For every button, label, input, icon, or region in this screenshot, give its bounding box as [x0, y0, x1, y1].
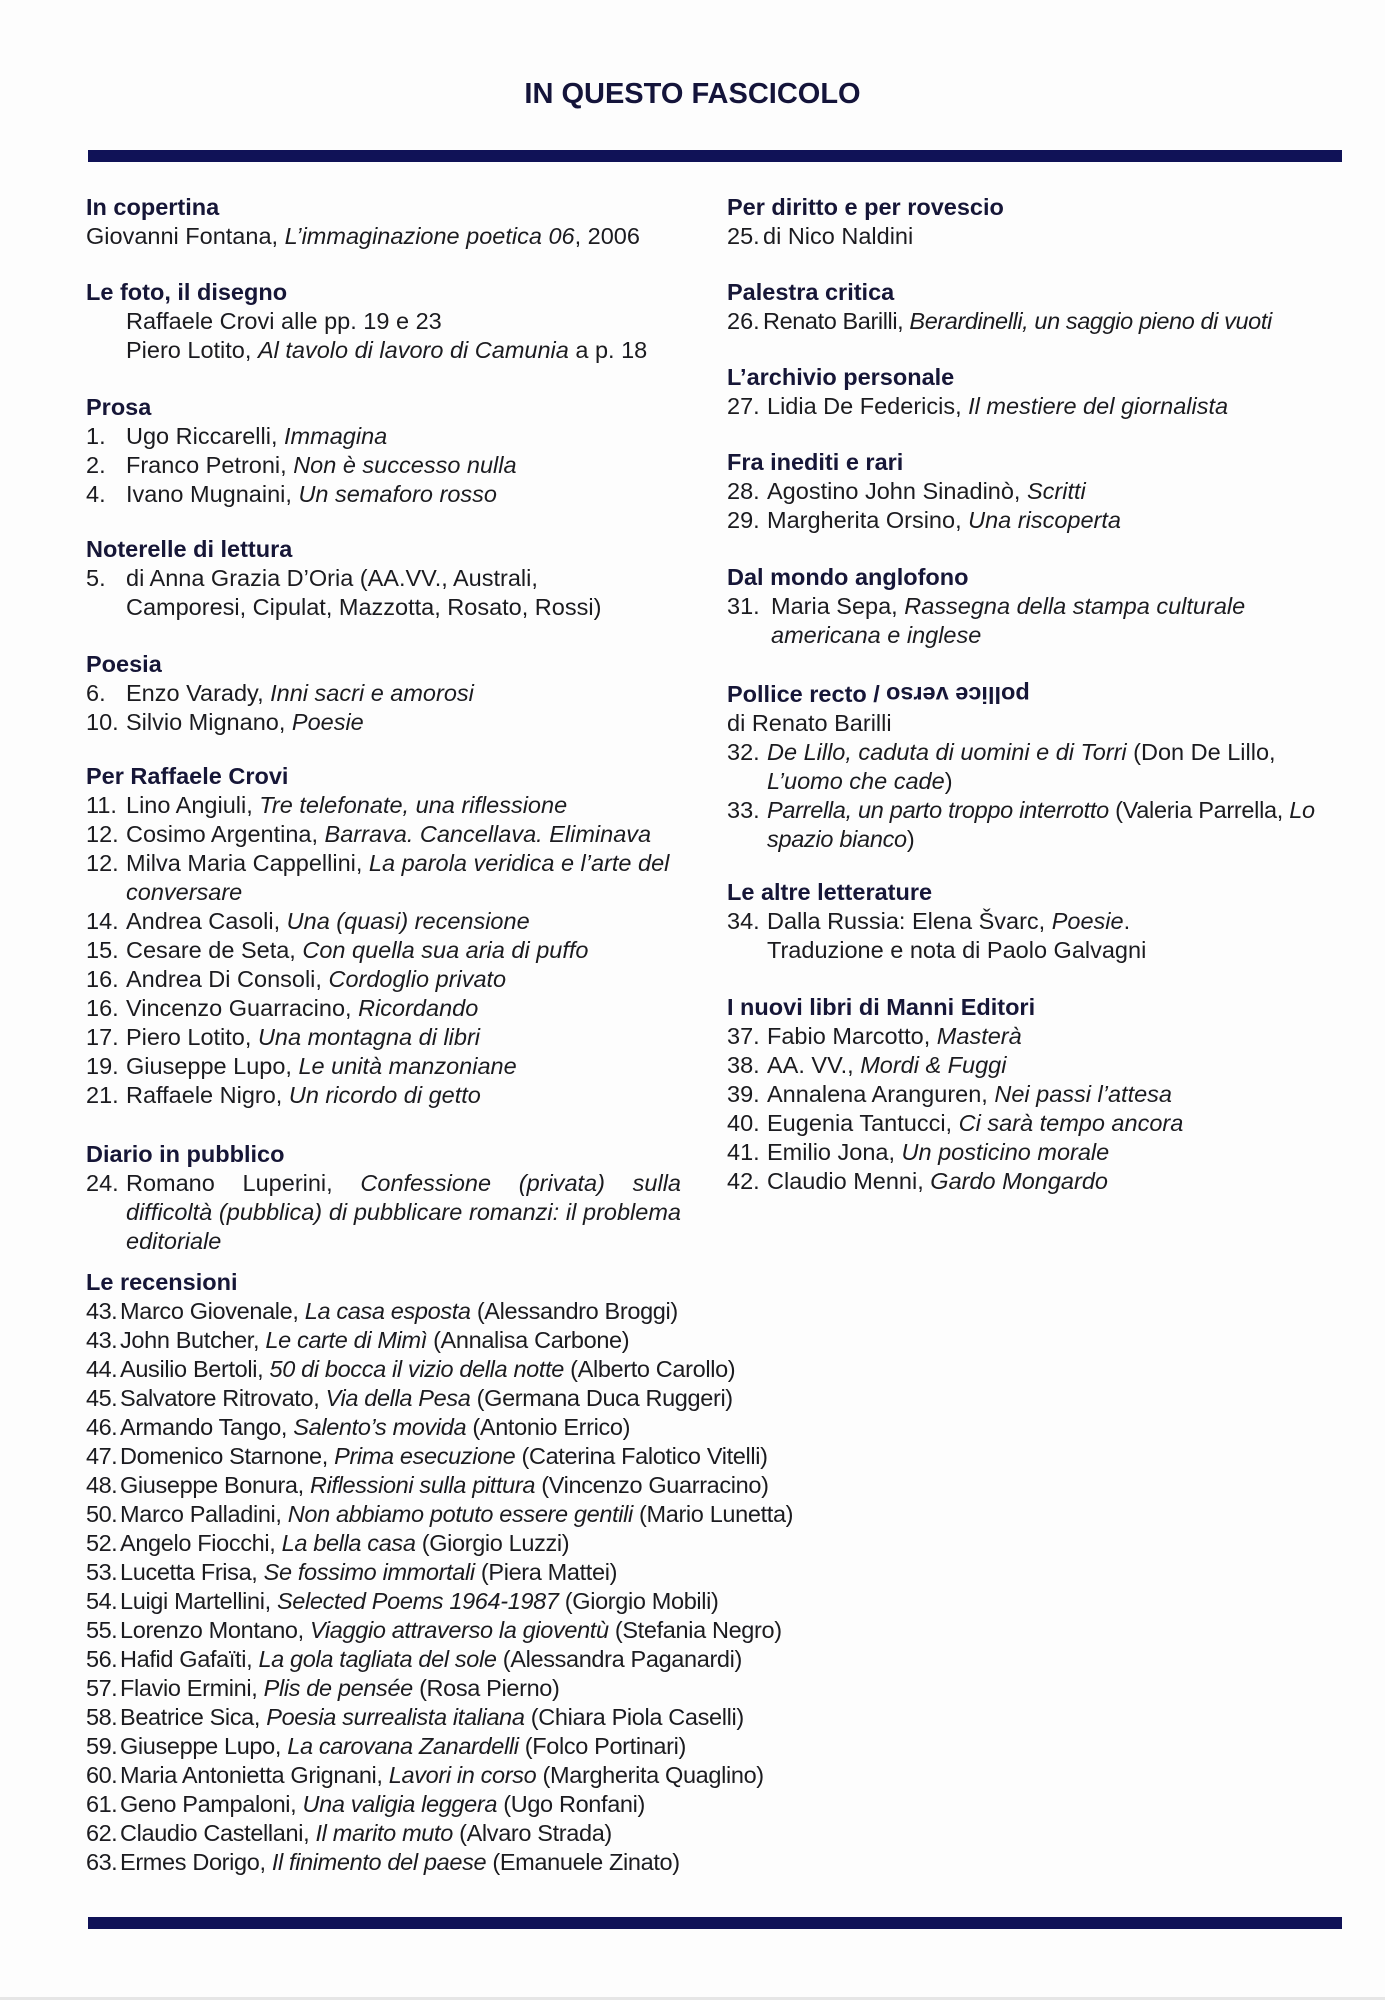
section-le-recensioni	[86, 1268, 1086, 1877]
review-item[interactable]	[86, 1413, 1086, 1442]
page-number: 41.	[727, 1139, 760, 1165]
list-item[interactable]: 40. Eugenia Tantucci, Ci sarà tempo ancora	[727, 1110, 1184, 1136]
review-author: Salvatore Ritrovato,	[120, 1385, 326, 1411]
page-number: 33.	[727, 797, 760, 823]
page-number: 46.	[86, 1414, 118, 1440]
review-item[interactable]	[86, 1326, 1086, 1355]
section-noterelle-di-lettura	[86, 535, 686, 622]
list-item[interactable]: 5. di Anna Grazia D’Oria (AA.VV., Australi, Camporesi, Cipulat, Mazzotta, Rosato, Rossi)	[86, 565, 602, 620]
reviewer: (Giorgio Luzzi)	[415, 1530, 570, 1556]
review-work: Il finimento del paese	[271, 1849, 487, 1875]
list-item[interactable]: Giovanni Fontana, L’immaginazione poetica 06, 2006	[86, 223, 640, 249]
section-archivio-personale	[727, 363, 1347, 421]
review-author: Giuseppe Bonura,	[120, 1472, 311, 1498]
reviewer: (Germana Duca Ruggeri)	[470, 1385, 733, 1411]
review-work: La gola tagliata del sole	[258, 1646, 497, 1672]
page-number: 10.	[86, 709, 119, 735]
review-item[interactable]	[86, 1703, 1086, 1732]
review-work: La bella casa	[281, 1530, 416, 1556]
page-number: 32.	[727, 739, 760, 765]
list-item[interactable]: 34. Dalla Russia: Elena Švarc, Poesie. Traduzione e nota di Paolo Galvagni	[727, 908, 1147, 963]
page-number: 47.	[86, 1443, 118, 1469]
reviewer: (Alessandro Broggi)	[470, 1298, 678, 1324]
section-dal-mondo-anglofono	[727, 563, 1347, 650]
section-pollice-recto-pollice-verso	[727, 680, 1347, 854]
list-item[interactable]: 41. Emilio Jona, Un posticino morale	[727, 1139, 1110, 1165]
review-author: Luigi Martellini,	[120, 1588, 277, 1614]
reviewer: (Stefania Negro)	[608, 1617, 782, 1643]
page-number: 1.	[86, 423, 106, 449]
review-item[interactable]	[86, 1819, 1086, 1848]
page-number: 45.	[86, 1385, 118, 1411]
section-heading: I nuovi libri di Manni Editori	[727, 994, 1036, 1020]
list-item[interactable]: 12. Milva Maria Cappellini, La parola veridica e l’arte del conversare	[86, 850, 670, 905]
page-number: 11.	[86, 792, 117, 818]
page-number: 27.	[727, 393, 760, 419]
section-heading: Palestra critica	[727, 279, 895, 305]
review-work: Una valigia leggera	[302, 1791, 498, 1817]
list-item[interactable]: 19. Giuseppe Lupo, Le unità manzoniane	[86, 1053, 517, 1079]
section-heading: Poesia	[86, 651, 162, 677]
section-heading: In copertina	[86, 194, 220, 220]
page-number: 42.	[727, 1168, 760, 1194]
review-author: Claudio Castellani,	[120, 1820, 316, 1846]
section-diario-in-pubblico	[86, 1140, 686, 1256]
list-item[interactable]: 1. Ugo Riccarelli, Immagina	[86, 423, 388, 449]
reviewer: (Emanuele Zinato)	[486, 1849, 680, 1875]
review-item[interactable]	[86, 1761, 1086, 1790]
list-item[interactable]: 14. Andrea Casoli, Una (quasi) recensione	[86, 908, 530, 934]
list-item[interactable]: 42. Claudio Menni, Gardo Mongardo	[727, 1168, 1108, 1194]
list-item[interactable]: 17. Piero Lotito, Una montagna di libri	[86, 1024, 481, 1050]
section-in-copertina	[86, 193, 686, 251]
list-item[interactable]: 31. Maria Sepa, Rassegna della stampa culturale americana e inglese	[727, 593, 1246, 648]
list-item[interactable]: 24. Romano Luperini, Confessione (privata) sulla difficoltà (pubblica) di pubblicare romanzi: il problema editoriale	[86, 1170, 681, 1254]
list-item[interactable]: 15. Cesare de Seta, Con quella sua aria di puffo	[86, 937, 589, 963]
reviewer: (Folco Portinari)	[518, 1733, 686, 1759]
list-item[interactable]: 33. Parrella, un parto troppo interrotto (Valeria Parrella, Lo spazio bianco)	[727, 797, 1315, 852]
review-item[interactable]	[86, 1355, 1086, 1384]
section-per-diritto-e-per-rovescio	[727, 193, 1347, 251]
reviewer: (Annalisa Carbone)	[426, 1327, 630, 1353]
review-item[interactable]	[86, 1848, 1086, 1877]
review-work: Prima esecuzione	[334, 1443, 516, 1469]
review-item[interactable]	[86, 1790, 1086, 1819]
page-number: 55.	[86, 1617, 118, 1643]
page-number: 5.	[86, 565, 106, 591]
review-work: Poesia surrealista italiana	[266, 1704, 525, 1730]
review-work: Non abbiamo potuto essere gentili	[287, 1501, 633, 1527]
page-number: 24.	[86, 1170, 119, 1196]
page-number: 12.	[86, 850, 119, 876]
page-number: 16.	[86, 966, 119, 992]
section-le-foto-il-disegno	[86, 278, 686, 365]
page-number: 59.	[86, 1733, 118, 1759]
list-item[interactable]: 4. Ivano Mugnaini, Un semaforo rosso	[86, 481, 497, 507]
review-author: John Butcher,	[120, 1327, 266, 1353]
list-item[interactable]: 27. Lidia De Federicis, Il mestiere del giornalista	[727, 393, 1229, 419]
page-number: 21.	[86, 1082, 119, 1108]
list-item[interactable]: 39. Annalena Aranguren, Nei passi l’attesa	[727, 1081, 1172, 1107]
review-item[interactable]	[86, 1616, 1086, 1645]
page-number: 15.	[86, 937, 119, 963]
review-author: Domenico Starnone,	[120, 1443, 335, 1469]
review-work: Via della Pesa	[325, 1385, 471, 1411]
page-number: 38.	[727, 1052, 760, 1078]
list-item[interactable]: 28. Agostino John Sinadinò, Scritti	[727, 478, 1086, 504]
review-work: Le carte di Mimì	[265, 1327, 427, 1353]
list-item[interactable]: 25. di Nico Naldini	[727, 223, 914, 249]
review-item[interactable]	[86, 1471, 1086, 1500]
list-item[interactable]: 16. Vincenzo Guarracino, Ricordando	[86, 995, 479, 1021]
section-heading: Fra inediti e rari	[727, 449, 904, 475]
review-work: Plis de pensée	[263, 1675, 413, 1701]
reviewer: (Caterina Falotico Vitelli)	[515, 1443, 768, 1469]
reviewer: (Ugo Ronfani)	[497, 1791, 645, 1817]
reviewer: (Giorgio Mobili)	[558, 1588, 719, 1614]
page-number: 43.	[86, 1298, 118, 1324]
list-item[interactable]: 29. Margherita Orsino, Una riscoperta	[727, 507, 1121, 533]
page-number: 14.	[86, 908, 119, 934]
review-work: La carovana Zanardelli	[287, 1733, 519, 1759]
page-number: 56.	[86, 1646, 118, 1672]
section-heading: Noterelle di lettura	[86, 536, 293, 562]
list-item[interactable]: 12. Cosimo Argentina, Barrava. Cancellava. Eliminava	[86, 821, 652, 847]
list-item[interactable]: 6. Enzo Varady, Inni sacri e amorosi	[86, 680, 474, 706]
page-number: 40.	[727, 1110, 760, 1136]
reviewer: (Chiara Piola Caselli)	[524, 1704, 744, 1730]
page-number: 44.	[86, 1356, 118, 1382]
review-item[interactable]	[86, 1297, 1086, 1326]
page-number: 53.	[86, 1559, 118, 1585]
page-number: 17.	[86, 1024, 119, 1050]
page-number: 54.	[86, 1588, 118, 1614]
review-item[interactable]	[86, 1529, 1086, 1558]
page-number: 4.	[86, 481, 106, 507]
review-author: Geno Pampaloni,	[120, 1791, 303, 1817]
review-work: Se fossimo immortali	[263, 1559, 475, 1585]
page-number: 2.	[86, 452, 106, 478]
page-title: IN QUESTO FASCICOLO	[524, 78, 861, 110]
reviewer: (Margherita Quaglino)	[536, 1762, 764, 1788]
page-number: 16.	[86, 995, 119, 1021]
page-number: 52.	[86, 1530, 118, 1556]
review-author: Maria Antonietta Grignani,	[120, 1762, 389, 1788]
review-work: Salento’s movida	[293, 1414, 467, 1440]
list-item[interactable]: 11. Lino Angiuli, Tre telefonate, una riflessione	[86, 792, 568, 818]
reviewer: (Rosa Pierno)	[412, 1675, 560, 1701]
review-author: Marco Giovenale,	[120, 1298, 305, 1324]
list-item[interactable]: 32. De Lillo, caduta di uomini e di Torri (Don De Lillo, L’uomo che cade)	[727, 739, 1276, 794]
section-heading: Diario in pubblico	[86, 1141, 285, 1167]
review-author: Beatrice Sica,	[120, 1704, 267, 1730]
page-number: 61.	[86, 1791, 118, 1817]
review-author: Flavio Ermini,	[120, 1675, 264, 1701]
section-fra-inediti-e-rari	[727, 448, 1347, 535]
reviewer: (Alvaro Strada)	[452, 1820, 612, 1846]
reviews-list	[86, 1297, 1086, 1877]
review-work: Selected Poems 1964-1987	[276, 1588, 559, 1614]
list-item[interactable]: 38. AA. VV., Mordi & Fuggi	[727, 1052, 1007, 1078]
review-author: Lucetta Frisa,	[120, 1559, 264, 1585]
reviewer: (Alessandra Paganardi)	[496, 1646, 742, 1672]
review-author: Angelo Fiocchi,	[120, 1530, 282, 1556]
section-heading: Le altre letterature	[727, 879, 933, 905]
page-number: 19.	[86, 1053, 119, 1079]
page-number: 57.	[86, 1675, 118, 1701]
section-prosa	[86, 393, 686, 509]
section-le-altre-letterature	[727, 878, 1347, 965]
list-item[interactable]: 10. Silvio Mignano, Poesie	[86, 709, 364, 735]
review-item[interactable]	[86, 1674, 1086, 1703]
review-author: Giuseppe Lupo,	[120, 1733, 288, 1759]
footer-divider	[88, 1917, 1342, 1929]
section-poesia	[86, 650, 686, 737]
review-work: Viaggio attraverso la gioventù	[310, 1617, 609, 1643]
review-item[interactable]	[86, 1384, 1086, 1413]
reviewer: (Vincenzo Guarracino)	[535, 1472, 769, 1498]
list-item[interactable]: Piero Lotito, Al tavolo di lavoro di Camunia a p. 18	[126, 337, 648, 363]
section-heading: Le recensioni	[86, 1269, 238, 1295]
page-number: 48.	[86, 1472, 118, 1498]
page-number: 50.	[86, 1501, 118, 1527]
page-number: 29.	[727, 507, 760, 533]
list-item[interactable]: 37. Fabio Marcotto, Masterà	[727, 1023, 1022, 1049]
review-item[interactable]	[86, 1645, 1086, 1674]
list-item[interactable]: 16. Andrea Di Consoli, Cordoglio privato	[86, 966, 507, 992]
page-number: 58.	[86, 1704, 118, 1730]
page-number: 43.	[86, 1327, 118, 1353]
review-work: Il marito muto	[315, 1820, 453, 1846]
page-number: 26.	[727, 308, 760, 334]
header-divider	[88, 150, 1342, 162]
section-heading: L’archivio personale	[727, 364, 955, 390]
page-number: 31.	[727, 593, 760, 619]
page-number: 25.	[727, 223, 760, 249]
review-author: Ausilio Bertoli,	[120, 1356, 270, 1382]
section-heading: Prosa	[86, 394, 152, 420]
section-nuovi-libri-manni	[727, 993, 1347, 1196]
page-number: 37.	[727, 1023, 760, 1049]
reviewer: (Piera Mattei)	[474, 1559, 618, 1585]
page-number: 28.	[727, 478, 760, 504]
review-item[interactable]	[86, 1587, 1086, 1616]
page-number: 12.	[86, 821, 119, 847]
review-item[interactable]	[86, 1442, 1086, 1471]
section-heading: Le foto, il disegno	[86, 279, 288, 305]
reviewer: (Mario Lunetta)	[632, 1501, 794, 1527]
list-item[interactable]: 21. Raffaele Nigro, Un ricordo di getto	[86, 1082, 481, 1108]
reviewer: (Antonio Errico)	[466, 1414, 631, 1440]
review-work: 50 di bocca il vizio della notte	[269, 1356, 564, 1382]
review-author: Ermes Dorigo,	[120, 1849, 272, 1875]
review-item[interactable]	[86, 1558, 1086, 1587]
section-heading: Per Raffaele Crovi	[86, 763, 289, 789]
section-byline: di Renato Barilli	[727, 710, 892, 736]
review-work: Riflessioni sulla pittura	[310, 1472, 536, 1498]
page-number: 34.	[727, 908, 760, 934]
review-author: Hafid Gafaïti,	[120, 1646, 259, 1672]
list-item[interactable]: 26. Renato Barilli, Berardinelli, un saggio pieno di vuoti	[727, 308, 1272, 334]
review-author: Armando Tango,	[120, 1414, 294, 1440]
flipped-heading-text: pollice verso	[886, 682, 1031, 708]
section-palestra-critica	[727, 278, 1347, 336]
page-number: 63.	[86, 1849, 118, 1875]
review-author: Marco Palladini,	[120, 1501, 288, 1527]
review-work: Lavori in corso	[388, 1762, 537, 1788]
section-per-raffaele-crovi	[86, 762, 686, 1110]
page-number: 60.	[86, 1762, 118, 1788]
page-number: 6.	[86, 680, 106, 706]
section-heading: Per diritto e per rovescio	[727, 194, 1004, 220]
section-heading: Pollice recto / pollice verso	[727, 681, 1031, 708]
review-author: Lorenzo Montano,	[120, 1617, 311, 1643]
review-item[interactable]	[86, 1732, 1086, 1761]
review-item[interactable]	[86, 1500, 1086, 1529]
list-item[interactable]: 2. Franco Petroni, Non è successo nulla	[86, 452, 517, 478]
page-number: 62.	[86, 1820, 118, 1846]
page-number: 39.	[727, 1081, 760, 1107]
reviewer: (Alberto Carollo)	[563, 1356, 736, 1382]
review-work: La casa esposta	[304, 1298, 471, 1324]
list-item[interactable]: Raffaele Crovi alle pp. 19 e 23	[126, 308, 442, 334]
section-heading: Dal mondo anglofono	[727, 564, 969, 590]
